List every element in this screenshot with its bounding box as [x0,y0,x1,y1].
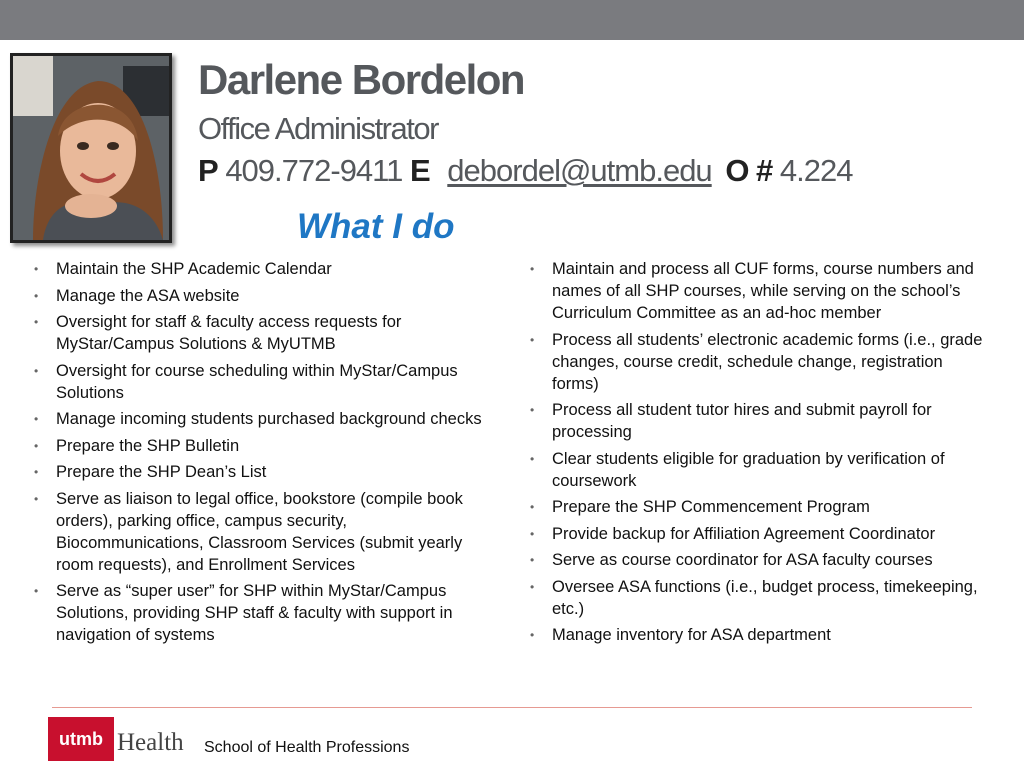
list-item: • Prepare the SHP Dean’s List [34,461,489,483]
job-title: Office Administrator [198,111,438,146]
list-item: • Process all students’ electronic academic forms (i.e., grade changes, course credit, schedule change, registration forms) [530,329,992,395]
list-item: • Oversight for course scheduling within MyStar/Campus Solutions [34,360,489,404]
contact-line [198,153,852,189]
footer-divider [52,707,972,708]
school-name: School of Health Professions [204,739,410,756]
email-link[interactable]: debordel@utmb.edu [447,153,712,188]
office-label: O # [725,153,773,188]
list-item: • Serve as liaison to legal office, bookstore (compile book orders), parking office, campus security, Biocommunications, Classroom Services (submit yearly room requests), and Enrollment Services [34,488,489,576]
section-title: What I do [297,207,455,246]
list-item: • Manage inventory for ASA department [530,624,992,646]
email-label: E [409,153,430,188]
health-wordmark: Health [117,729,184,756]
list-item: • Process all student tutor hires and submit payroll for processing [530,399,992,443]
list-item: • Maintain the SHP Academic Calendar [34,258,489,280]
list-item: • Serve as “super user” for SHP within MyStar/Campus Solutions, providing SHP staff & faculty with support in navigation of systems [34,580,489,646]
top-bar [0,0,1024,40]
list-item: • Prepare the SHP Bulletin [34,435,489,457]
list-item: • Oversee ASA functions (i.e., budget process, timekeeping, etc.) [530,576,992,620]
portrait-image [13,56,169,240]
list-item: • Manage the ASA website [34,285,489,307]
person-name: Darlene Bordelon [198,56,525,103]
list-item: • Provide backup for Affiliation Agreement Coordinator [530,523,992,545]
profile-photo [10,53,172,243]
utmb-logo: utmb [48,717,114,761]
office-number: 4.224 [779,153,853,188]
list-item: • Clear students eligible for graduation by verification of coursework [530,448,992,492]
phone-label: P [198,153,218,188]
phone-number: 409.772-9411 [225,153,403,188]
duties-list-right [530,258,992,651]
duties-list-left [34,258,489,651]
list-item: • Manage incoming students purchased background checks [34,408,489,430]
list-item: • Serve as course coordinator for ASA faculty courses [530,549,992,571]
list-item: • Prepare the SHP Commencement Program [530,496,992,518]
list-item: • Oversight for staff & faculty access requests for MyStar/Campus Solutions & MyUTMB [34,311,489,355]
list-item: • Maintain and process all CUF forms, course numbers and names of all SHP courses, while serving on the school’s Curriculum Committee as an ad-hoc member [530,258,992,324]
